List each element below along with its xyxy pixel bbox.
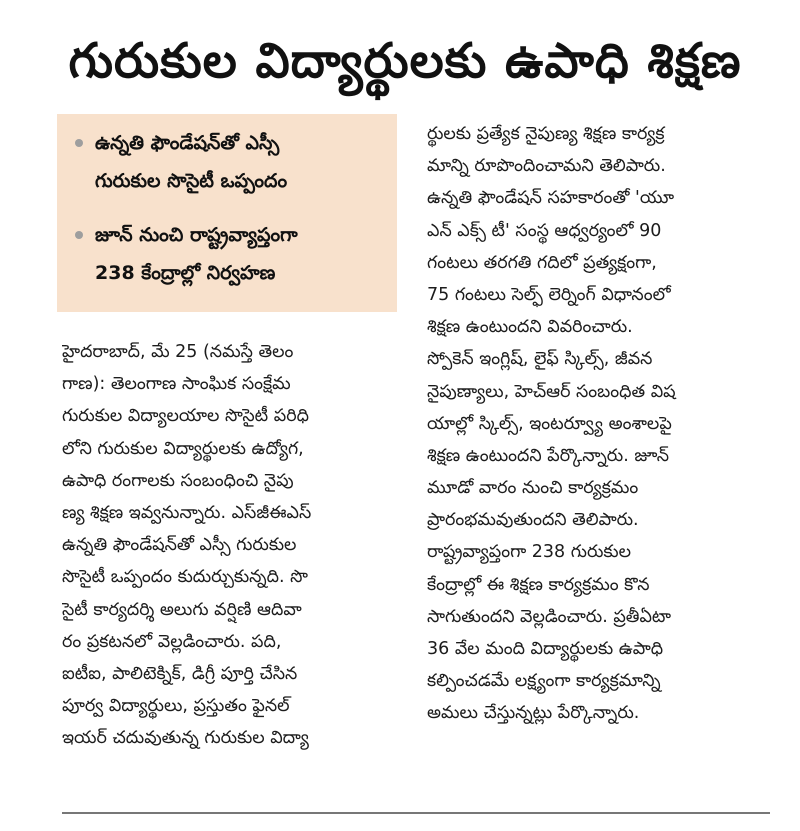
article-line: గాణ): తెలంగాణ సాంఘిక సంక్షేమ bbox=[62, 374, 291, 395]
bottom-divider bbox=[62, 812, 770, 814]
article-line: హైదరాబాద్, మే 25 (నమస్తే తెలం bbox=[62, 342, 294, 362]
article-line: ఉన్నతి ఫౌండేషన్ సహకారంతో 'యూ bbox=[427, 188, 675, 209]
article-line: పూర్వ విద్యార్థులు, ప్రస్తుతం ఫైనల్ bbox=[62, 696, 290, 717]
highlight-item bbox=[75, 124, 387, 200]
article-line: స్పోకెన్ ఇంగ్లిష్, లైఫ్ స్కిల్స్, జీవన bbox=[427, 349, 653, 370]
article-line: యాల్లో స్కిల్స్, ఇంటర్వ్యూ అంశాలపై bbox=[427, 413, 672, 434]
article-line: ప్రారంభమవుతుందని తెలిపారు. bbox=[427, 510, 639, 531]
article-line: ఉపాధి రంగాలకు సంబంధించి నైపు bbox=[62, 470, 294, 491]
article-line: రం ప్రకటనలో వెల్లడించారు. పది, bbox=[62, 631, 282, 652]
article-line: అమలు చేస్తున్నట్లు పేర్కొన్నారు. bbox=[427, 703, 640, 724]
article-line: మూడో వారం నుంచి కార్యక్రమం bbox=[427, 478, 639, 499]
article-line: సొసైటీ ఒప్పందం కుదుర్చుకున్నది. సొ bbox=[62, 567, 308, 588]
article-line: 75 గంటలు సెల్ఫ్ లెర్నింగ్ విధానంలో bbox=[427, 284, 671, 305]
bullet-dot-icon bbox=[75, 231, 83, 239]
article-column-right bbox=[427, 118, 770, 730]
article-line: సైటీ కార్యదర్శి అలుగు వర్షిణి ఆదివా bbox=[62, 599, 302, 620]
article-line: గురుకుల విద్యాలయాల సొసైటీ పరిధి bbox=[62, 406, 309, 427]
article-line: 36 వేల మంది విద్యార్థులకు ఉపాధి bbox=[427, 639, 664, 659]
article-line: ఐటీఐ, పాలిటెక్నిక్, డిగ్రీ పూర్తి చేసిన bbox=[62, 663, 298, 684]
highlights-box bbox=[57, 114, 397, 312]
article-column-left bbox=[62, 336, 400, 754]
highlight-text: జూన్ నుంచి రాష్ట్రవ్యాప్తంగా 238 కేంద్రాల్లో నిర్వహణ bbox=[95, 224, 298, 284]
article-line: సాగుతుందని వెల్లడించారు. ప్రతీఏటా bbox=[427, 606, 672, 627]
article-line: శిక్షణ ఉంటుందని పేర్కొన్నారు. జూన్ bbox=[427, 445, 669, 466]
article-line: ఉన్నతి ఫౌండేషన్‌తో ఎస్సీ గురుకుల bbox=[62, 535, 297, 556]
bullet-dot-icon bbox=[75, 139, 83, 147]
article-line: ఇయర్ చదువుతున్న గురుకుల విద్యా bbox=[62, 728, 309, 749]
headline: గురుకుల విద్యార్థులకు ఉపాధి శిక్షణ bbox=[68, 33, 742, 89]
article-line: కల్పించడమే లక్ష్యంగా కార్యక్రమాన్ని bbox=[427, 671, 661, 692]
highlight-text: ఉన్నతి ఫౌండేషన్‌తో ఎస్సీ గురుకుల సొసైటీ ఒప్పందం bbox=[95, 132, 288, 192]
article-line: రాష్ట్రవ్యాప్తంగా 238 గురుకుల bbox=[427, 542, 632, 563]
highlight-item bbox=[75, 216, 387, 292]
article-line: మాన్ని రూపొందించామని తెలిపారు. bbox=[427, 156, 666, 177]
article-line: ణ్య శిక్షణ ఇవ్వనున్నారు. ఎస్‌జీఈఎస్ bbox=[62, 502, 312, 523]
article-line: ర్థులకు ప్రత్యేక నైపుణ్య శిక్షణ కార్యక్ర bbox=[427, 124, 665, 144]
article-line: గంటలు తరగతి గదిలో ప్రత్యక్షంగా, bbox=[427, 252, 657, 273]
article-line: నైపుణ్యాలు, హెచ్‌ఆర్ సంబంధిత విష bbox=[427, 381, 676, 402]
article-line: కేంద్రాల్లో ఈ శిక్షణ కార్యక్రమం కొన bbox=[427, 574, 650, 595]
article-line: శిక్షణ ఉంటుందని వివరించారు. bbox=[427, 317, 633, 338]
article-line: ఎన్ ఎక్స్ టీ' సంస్థ ఆధ్వర్యంలో 90 bbox=[427, 220, 662, 241]
article-line: లోని గురుకుల విద్యార్థులకు ఉద్యోగ, bbox=[62, 438, 304, 459]
